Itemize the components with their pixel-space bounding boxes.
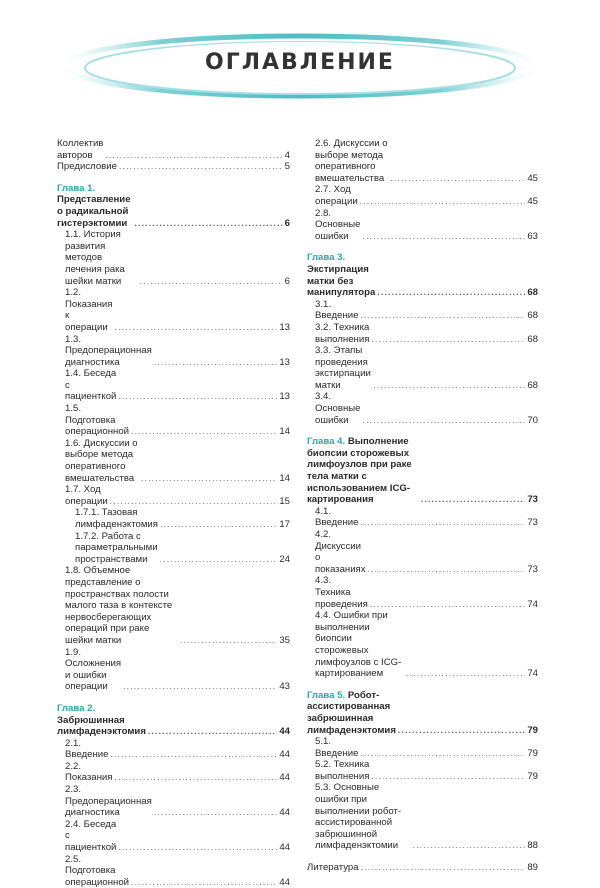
toc-page-number: 45 — [527, 172, 538, 184]
toc-page-number: 68 — [527, 333, 538, 345]
dot-leader — [363, 415, 526, 427]
dot-leader — [110, 496, 278, 508]
toc-chapter-entry[interactable] — [57, 183, 290, 229]
dot-leader — [154, 357, 278, 369]
toc-section-entry[interactable] — [57, 738, 290, 761]
toc-page-number: 68 — [527, 379, 538, 391]
toc-page-number: 44 — [279, 876, 290, 888]
toc-entry-text: 2.5. Подготовка операционной — [65, 853, 130, 888]
toc-subsection-entry[interactable] — [57, 531, 290, 566]
dot-leader — [413, 840, 526, 852]
toc-entry-text: 1.3. Предоперационная диагностика — [65, 333, 152, 368]
toc-entry-title — [65, 854, 129, 888]
toc-entry-title — [65, 438, 139, 484]
toc-entry-title — [57, 138, 103, 161]
toc-entry-text: Экстирпация матки без манипулятора — [307, 263, 376, 299]
toc-chapter-entry[interactable] — [307, 252, 538, 298]
toc-page-number: 73 — [527, 494, 538, 506]
toc-page-number: 44 — [279, 726, 290, 738]
toc-entry-text: Литература — [307, 862, 359, 874]
toc-section-entry[interactable] — [57, 484, 290, 507]
toc-page-number: 24 — [279, 553, 290, 565]
toc-page-number: 14 — [279, 472, 290, 484]
toc-entry-text: 1.7.2. Работа с параметральными пространствами — [75, 530, 158, 565]
dot-leader — [154, 807, 278, 819]
dot-leader — [406, 668, 525, 680]
toc-page-number: 73 — [527, 517, 538, 529]
toc-page-number: 70 — [527, 414, 538, 426]
dot-leader — [360, 748, 525, 760]
toc-entry-text: Выполнение биопсии сторожевых лимфоузлов при раке тела матки с использованием ICG-картирования — [307, 436, 412, 506]
toc-entry-text: 2.7. Ход операции — [315, 184, 358, 207]
toc-section-entry[interactable] — [307, 782, 538, 852]
toc-page-number: 44 — [279, 772, 290, 784]
toc-page-number: 43 — [279, 681, 290, 693]
toc-section-entry[interactable] — [307, 506, 538, 529]
toc-entry-text: 2.6. Дискуссии о выборе метода оперативного вмешательства — [315, 138, 388, 184]
toc-page-number: 44 — [279, 749, 290, 761]
toc-entry-title — [315, 529, 366, 575]
toc-page-number: 44 — [279, 807, 290, 819]
dot-leader — [123, 681, 277, 693]
toc-section-entry[interactable] — [307, 322, 538, 345]
toc-section-entry[interactable] — [57, 161, 290, 173]
toc-entry-text: 2.2. Показания — [65, 760, 113, 784]
toc-entry-text: 1.4. Беседа с пациенткой — [65, 368, 117, 403]
toc-entry-text: 5.2. Техника выполнения — [315, 759, 370, 782]
toc-section-entry[interactable] — [57, 287, 290, 333]
toc-entry-title — [65, 229, 138, 287]
toc-entry-title — [315, 506, 358, 529]
dot-leader — [135, 218, 283, 230]
toc-section-entry[interactable] — [57, 565, 290, 646]
dot-leader — [421, 494, 526, 506]
toc-entry-title — [65, 403, 129, 438]
toc-entry-text: 4.3. Техника проведения — [315, 575, 368, 610]
toc-section-entry[interactable] — [57, 229, 290, 287]
toc-entry-title — [65, 647, 121, 693]
toc-page-number: 17 — [279, 519, 290, 530]
toc-entry-text: 1.1. История развития методов лечения рака шейки матки — [65, 229, 125, 287]
toc-chapter-entry[interactable] — [307, 436, 538, 506]
toc-entry-text: 1.7. Ход операции — [65, 484, 108, 507]
toc-page-number: 13 — [279, 321, 290, 333]
toc-page-number: 14 — [279, 426, 290, 438]
toc-entry-title — [307, 862, 359, 874]
toc-right-column — [307, 138, 538, 874]
chapter-label: Глава 4. — [307, 436, 346, 448]
toc-entry-title — [315, 575, 368, 610]
dot-leader — [141, 473, 277, 485]
dot-leader — [148, 726, 277, 738]
toc-entry-title — [65, 484, 108, 507]
toc-entry-title — [315, 759, 369, 782]
toc-section-entry[interactable] — [307, 391, 538, 426]
toc-entry-title — [65, 565, 178, 646]
toc-entry-text: 1.7.1. Тазовая лимфаденэктомия — [75, 507, 158, 530]
toc-entry-text: 5.3. Основные ошибки при выполнении робот-ассистированной забрюшинной лимфаденэктомии — [315, 782, 402, 852]
toc-entry-title — [57, 183, 133, 229]
dot-leader — [398, 725, 525, 737]
dot-leader — [160, 519, 277, 531]
dot-leader — [390, 173, 525, 185]
toc-entry-title — [75, 531, 158, 566]
chapter-label: Глава 1. — [57, 182, 96, 194]
title-banner — [0, 28, 600, 108]
dot-leader — [360, 517, 525, 529]
toc-page-number: 63 — [527, 230, 538, 242]
toc-entry-text: Забрюшинная лимфаденэктомия — [57, 714, 146, 738]
dot-leader — [371, 771, 525, 783]
toc-entry-title — [315, 345, 371, 391]
toc-chapter-entry[interactable] — [57, 703, 290, 738]
toc-entry-text: 2.1. Введение — [65, 737, 109, 761]
toc-entry-text: Коллектив авторов — [57, 138, 104, 161]
toc-section-entry[interactable] — [307, 529, 538, 575]
toc-entry-title — [315, 322, 369, 345]
toc-section-entry[interactable] — [307, 345, 538, 391]
dot-leader — [360, 310, 525, 322]
toc-entry-title — [315, 782, 411, 852]
toc-entry-title — [315, 208, 361, 243]
dot-leader — [119, 161, 283, 173]
toc-entry-text: 4.1. Введение — [315, 505, 359, 529]
toc-page-number: 4 — [284, 149, 290, 161]
toc-entry-text: 1.9. Осложнения и ошибки операции — [65, 646, 122, 693]
chapter-label: Глава 2. — [57, 702, 96, 714]
toc-page-number: 88 — [527, 840, 538, 852]
toc-entry-title — [65, 368, 116, 403]
toc-page-number: 79 — [527, 724, 538, 736]
dot-leader — [118, 842, 277, 854]
toc-section-entry[interactable] — [57, 784, 290, 819]
toc-entry-title — [65, 738, 108, 761]
toc-entry-title — [315, 138, 388, 184]
toc-entry-text: 5.1. Введение — [315, 736, 359, 759]
toc-section-entry[interactable] — [307, 208, 538, 243]
toc-section-entry[interactable] — [57, 647, 290, 693]
toc-page-number: 6 — [284, 217, 290, 229]
toc-page-number: 6 — [284, 275, 290, 287]
toc-page-number: 79 — [527, 747, 538, 759]
toc-page-number: 13 — [279, 391, 290, 403]
toc-entry-text: 1.8. Объемное представление о пространствах полости малого таза в контексте нервосберегающих операций при раке шейки матки — [65, 565, 173, 646]
toc-page-number: 74 — [527, 668, 538, 680]
toc-entry-text: Робот-ассистированная забрюшинная лимфаденэктомия — [307, 689, 396, 736]
dot-leader — [131, 426, 277, 438]
dot-leader — [160, 554, 278, 566]
toc-entry-title — [307, 252, 375, 298]
toc-section-entry[interactable] — [57, 819, 290, 854]
toc-entry-title — [315, 299, 358, 322]
toc-entry-text: 1.2. Показания к операции — [65, 287, 113, 333]
chapter-label: Глава 5. — [307, 689, 346, 701]
toc-entry-text: 3.4. Основные ошибки — [315, 391, 361, 426]
toc-page-number: 5 — [284, 161, 290, 173]
dot-leader — [370, 599, 526, 611]
toc-entry-title — [65, 334, 152, 369]
dot-leader — [114, 322, 277, 334]
toc-section-entry[interactable] — [57, 334, 290, 369]
toc-chapter-entry[interactable] — [307, 690, 538, 736]
dot-leader — [368, 564, 526, 576]
toc-entry-title — [65, 287, 112, 333]
toc-entry-title — [315, 184, 358, 207]
dot-leader — [373, 380, 525, 392]
toc-page-number: 68 — [527, 310, 538, 322]
toc-page-number: 44 — [279, 842, 290, 854]
toc-page-number: 13 — [279, 356, 290, 368]
chapter-label: Глава 3. — [307, 252, 346, 264]
dot-leader — [377, 287, 525, 299]
toc-entry-text: 4.2. Дискуссии о показаниях — [315, 529, 366, 575]
toc-entry-text: 3.1. Введение — [315, 298, 359, 322]
toc-entry-text: 4.4. Ошибки при выполнении биопсии сторожевых лимфоузлов с ICG-картированием — [315, 610, 402, 680]
dot-leader — [360, 196, 526, 208]
toc-entry-title — [315, 736, 358, 759]
toc-entry-text: 3.2. Техника выполнения — [315, 321, 370, 345]
dot-leader — [118, 391, 277, 403]
toc-entry-title — [315, 391, 361, 426]
toc-entry-title — [307, 690, 396, 736]
toc-page-number: 73 — [527, 563, 538, 575]
toc-page-number: 89 — [527, 862, 538, 874]
toc-entry-title — [57, 161, 117, 173]
toc-section-entry[interactable] — [307, 736, 538, 759]
dot-leader — [371, 334, 525, 346]
toc-page-number: 68 — [527, 287, 538, 299]
toc-section-entry[interactable] — [57, 403, 290, 438]
toc-entry-text: 1.6. Дискуссии о выборе метода оперативного вмешательства — [65, 437, 138, 484]
toc-page-number: 45 — [527, 195, 538, 207]
toc-entry-title — [307, 436, 419, 506]
toc-section-entry[interactable] — [57, 761, 290, 784]
toc-section-entry[interactable] — [307, 184, 538, 207]
page-title: ОГЛАВЛЕНИЕ — [205, 50, 395, 75]
toc-section-entry[interactable] — [57, 368, 290, 403]
toc-left-column — [57, 138, 290, 888]
toc-entry-text: 2.4. Беседа с пациенткой — [65, 818, 117, 854]
toc-entry-text: 2.3. Предоперационная диагностика — [65, 784, 152, 819]
toc-section-entry[interactable] — [307, 138, 538, 184]
dot-leader — [361, 862, 526, 874]
toc-section-entry[interactable] — [307, 759, 538, 782]
dot-leader — [105, 150, 282, 162]
toc-page-number: 74 — [527, 598, 538, 610]
toc-entry-title — [57, 703, 146, 738]
dot-leader — [180, 635, 277, 647]
dot-leader — [140, 276, 283, 288]
toc-entry-title — [75, 507, 158, 530]
toc-entry-text: 1.5. Подготовка операционной — [65, 403, 130, 438]
toc-entry-title — [65, 761, 112, 784]
dot-leader — [114, 772, 277, 784]
toc-subsection-entry[interactable] — [57, 507, 290, 530]
toc-entry-text: Предисловие — [57, 161, 117, 173]
toc-entry-text: Представление о радикальной гистерэктомии — [57, 194, 131, 229]
dot-leader — [131, 877, 277, 888]
toc-entry-title — [315, 610, 404, 680]
toc-entry-title — [65, 784, 152, 819]
toc-section-entry[interactable] — [57, 138, 290, 161]
toc-page-number: 79 — [527, 770, 538, 782]
toc-section-entry[interactable] — [57, 438, 290, 484]
toc-section-entry[interactable] — [307, 299, 538, 322]
toc-entry-title — [65, 819, 116, 854]
toc-section-entry[interactable] — [57, 854, 290, 888]
dot-leader — [363, 231, 526, 243]
toc-section-entry[interactable] — [307, 575, 538, 610]
toc-entry-text: 2.8. Основные ошибки — [315, 207, 361, 242]
dot-leader — [110, 749, 277, 761]
toc-entry-text: 3.3. Этапы проведения экстирпации матки — [315, 345, 371, 391]
toc-entry[interactable] — [307, 862, 538, 874]
toc-page-number: 15 — [279, 495, 290, 507]
toc-page-number: 35 — [279, 634, 290, 646]
toc-section-entry[interactable] — [307, 610, 538, 680]
